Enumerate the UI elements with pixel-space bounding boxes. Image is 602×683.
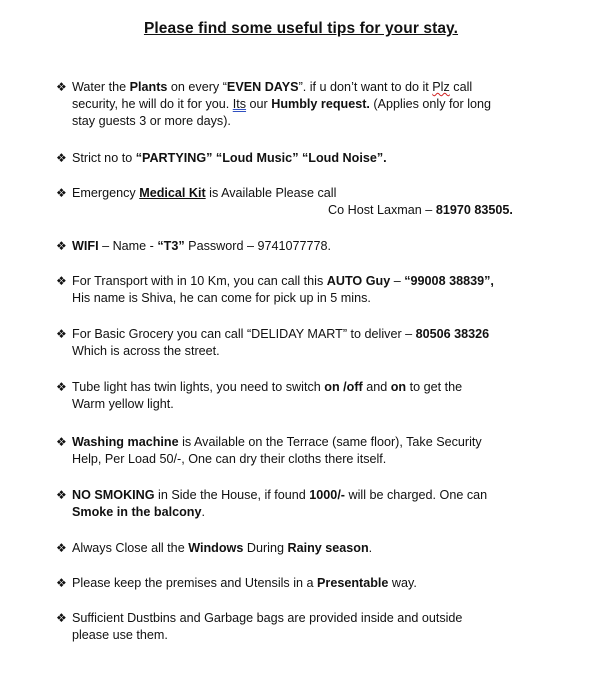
page-title: Please find some useful tips for your stay. bbox=[143, 20, 459, 37]
diamond-bullet-icon: ❖ bbox=[56, 239, 67, 253]
diamond-bullet-icon: ❖ bbox=[56, 151, 67, 165]
tip-windows: ❖ Always Close all the Windows During Rainy season. bbox=[56, 541, 373, 555]
diamond-bullet-icon: ❖ bbox=[56, 488, 67, 502]
tip-wifi: ❖ WIFI – Name - “T3” Password – 9741077778. bbox=[56, 239, 332, 253]
tip-no-smoking: ❖ NO SMOKING in Side the House, if found 1000/- will be charged. One can Smoke in the balcony. bbox=[56, 488, 488, 519]
tip-washing-machine: ❖ Washing machine is Available on the Terrace (same floor), Take Security Help, Per Load 50/-, One can dry their cloths there itself. bbox=[56, 435, 482, 466]
tip-transport: ❖ For Transport with in 10 Km, you can call this AUTO Guy – “99008 38839”, His name is Shiva, he can come for pick up in 5 mins. bbox=[56, 274, 494, 305]
diamond-bullet-icon: ❖ bbox=[56, 435, 67, 449]
tip-medical-kit: ❖ Emergency Medical Kit is Available Please call Co Host Laxman – 81970 83505. bbox=[56, 186, 513, 217]
tip-no-party: ❖ Strict no to “PARTYING” “Loud Music” “Loud Noise”. bbox=[56, 151, 387, 165]
tip-grocery: ❖ For Basic Grocery you can call “DELIDAY MART” to deliver – 80506 38326 Which is across the street. bbox=[56, 327, 490, 358]
diamond-bullet-icon: ❖ bbox=[56, 327, 67, 341]
tip-premises: ❖ Please keep the premises and Utensils in a Presentable way. bbox=[56, 576, 417, 590]
diamond-bullet-icon: ❖ bbox=[56, 611, 67, 625]
diamond-bullet-icon: ❖ bbox=[56, 541, 67, 555]
diamond-bullet-icon: ❖ bbox=[56, 576, 67, 590]
tip-tube-light: ❖ Tube light has twin lights, you need to switch on /off and on to get the Warm yellow light. bbox=[56, 380, 463, 411]
diamond-bullet-icon: ❖ bbox=[56, 186, 67, 200]
diamond-bullet-icon: ❖ bbox=[56, 80, 67, 94]
tip-dustbins: ❖ Sufficient Dustbins and Garbage bags are provided inside and outside please use them. bbox=[56, 611, 463, 642]
tip-plants: ❖ Water the Plants on every “EVEN DAYS”. if u don’t want to do it Plz call security, he will do it for you. Its our Humbly request. (Applies only for long stay guests 3 or more days). bbox=[56, 80, 492, 128]
diamond-bullet-icon: ❖ bbox=[56, 380, 67, 394]
diamond-bullet-icon: ❖ bbox=[56, 274, 67, 288]
